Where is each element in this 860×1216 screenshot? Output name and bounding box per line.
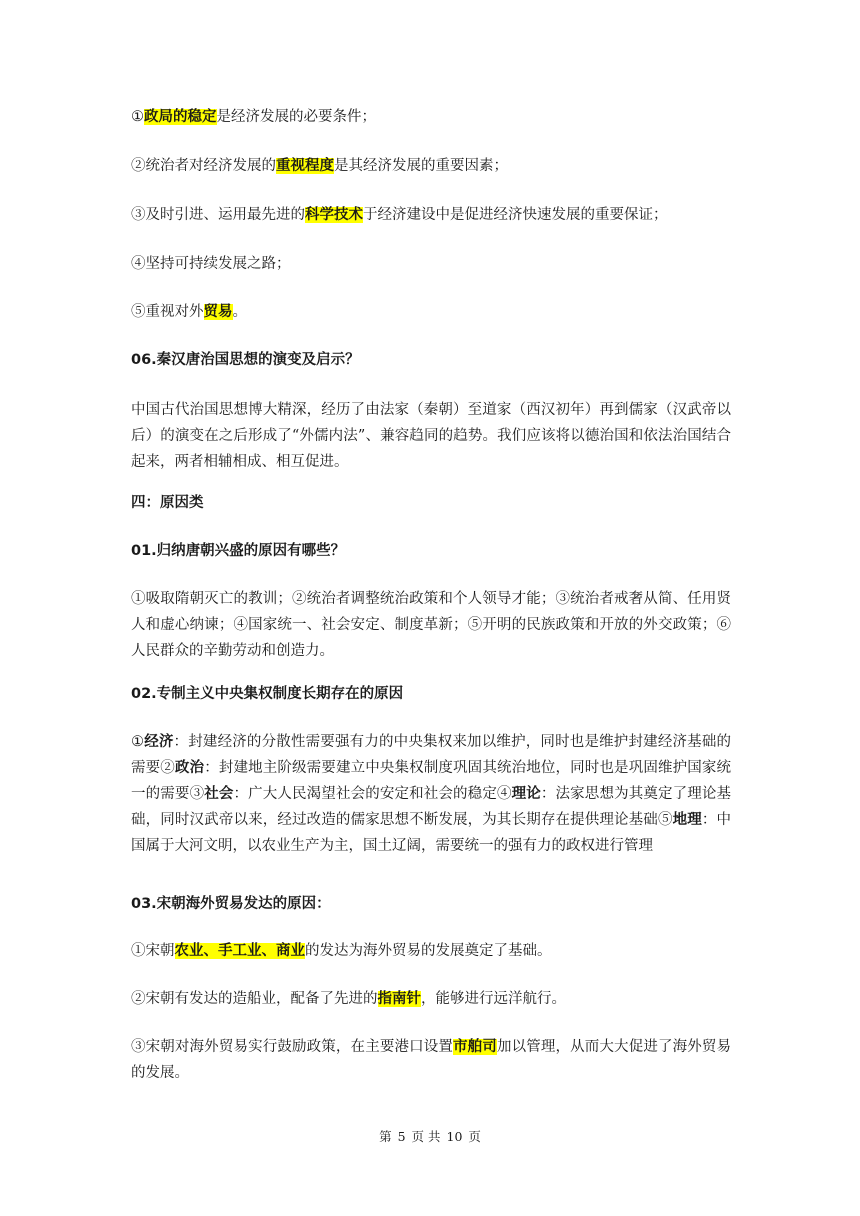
highlight: 政局的稳定 [144, 109, 217, 125]
highlight: 市舶司 [453, 1039, 497, 1055]
text: ④ [496, 786, 512, 802]
text: ：广大人民渴望社会的安定和社会的稳定 [233, 786, 497, 802]
text: ② [160, 760, 175, 776]
question-heading: 01.归纳唐朝兴盛的原因有哪些？ [131, 543, 346, 559]
highlight: 农业、手工业、商业 [174, 943, 305, 959]
text: ③宋朝对海外贸易实行鼓励政策，在主要港口设置 [131, 1039, 454, 1055]
text: ②宋朝有发达的造船业，配备了先进的 [131, 991, 378, 1007]
list-item [131, 251, 731, 277]
keyword: 社会 [204, 786, 234, 802]
text: 是经济发展的必要条件； [216, 109, 376, 125]
highlight: 贸易 [203, 304, 233, 320]
keyword: 地理 [672, 812, 702, 828]
footer-text: 页 共 [411, 1129, 441, 1144]
section-heading: 四：原因类 [131, 495, 204, 511]
list-item [131, 1034, 731, 1086]
text: ②统治者对经济发展的 [131, 158, 276, 174]
text: ① [131, 109, 144, 125]
text: ⑤ [657, 812, 673, 828]
question-heading: 02.专制主义中央集权制度长期存在的原因 [131, 686, 404, 702]
text: ，能够进行远洋航行。 [421, 991, 566, 1007]
footer-text: 第 [379, 1129, 392, 1144]
total-pages: 10 [446, 1129, 463, 1144]
list-item [131, 938, 731, 964]
paragraph [131, 729, 731, 859]
keyword: 政治 [174, 760, 205, 776]
text: ③ [189, 786, 205, 802]
paragraph: ①吸取隋朝灭亡的教训；②统治者调整统治政策和个人领导才能；③统治者戒奢从简、任用贤人和虚心纳谏；④国家统一、社会安定、制度革新；⑤开明的民族政策和开放的外交政策；⑥人民群众的辛勤劳动和创造力。 [131, 591, 731, 659]
text: ④坚持可持续发展之路； [131, 256, 291, 272]
text: ① [131, 734, 145, 750]
list-item [131, 299, 731, 325]
text: 。 [232, 304, 247, 320]
list-item [131, 986, 731, 1012]
list-item [131, 153, 731, 179]
text: ：法家思想为其奠定了理论基础，同时汉武帝以来，经过改造的儒家思想不断发展，为其长期存在提供理论基础 [131, 786, 732, 828]
keyword: 经济 [144, 734, 174, 750]
keyword: 理论 [511, 786, 541, 802]
paragraph: 中国古代治国思想博大精深，经历了由法家（秦朝）至道家（西汉初年）再到儒家（汉武帝以后）的演变在之后形成了“外儒内法”、兼容趋同的趋势。我们应该将以德治国和依法治国结合起来，两者相辅相成、相互促进。 [131, 402, 731, 470]
question-heading: 03.宋朝海外贸易发达的原因： [131, 896, 331, 912]
highlight: 重视程度 [276, 158, 334, 174]
text: ⑤重视对外 [131, 304, 204, 320]
footer-text: 页 [468, 1129, 481, 1144]
page-footer [0, 1127, 860, 1145]
list-item [131, 202, 731, 228]
highlight: 科学技术 [305, 207, 363, 223]
list-item [131, 104, 731, 130]
text: 加以管理，从而大大促进了海外贸易的发展。 [131, 1039, 732, 1081]
text: ：封建经济的分散性需要强有力的中央集权来加以维护，同时也是维护封建经济基础的需要 [131, 734, 732, 776]
text: 的发达为海外贸易的发展奠定了基础。 [305, 943, 552, 959]
text: ：封建地主阶级需要建立中央集权制度巩固其统治地位，同时也是巩固维护国家统一的需要 [131, 760, 732, 802]
text: 于经济建设中是促进经济快速发展的重要保证； [363, 207, 668, 223]
page-number: 5 [397, 1129, 406, 1144]
text: 是其经济发展的重要因素； [334, 158, 508, 174]
highlight: 指南针 [377, 991, 421, 1007]
text: ：中国属于大河文明，以农业生产为主，国土辽阔，需要统一的强有力的政权进行管理 [131, 812, 732, 854]
question-heading: 06.秦汉唐治国思想的演变及启示？ [131, 352, 360, 368]
text: ③及时引进、运用最先进的 [131, 207, 305, 223]
text: ①宋朝 [131, 943, 175, 959]
